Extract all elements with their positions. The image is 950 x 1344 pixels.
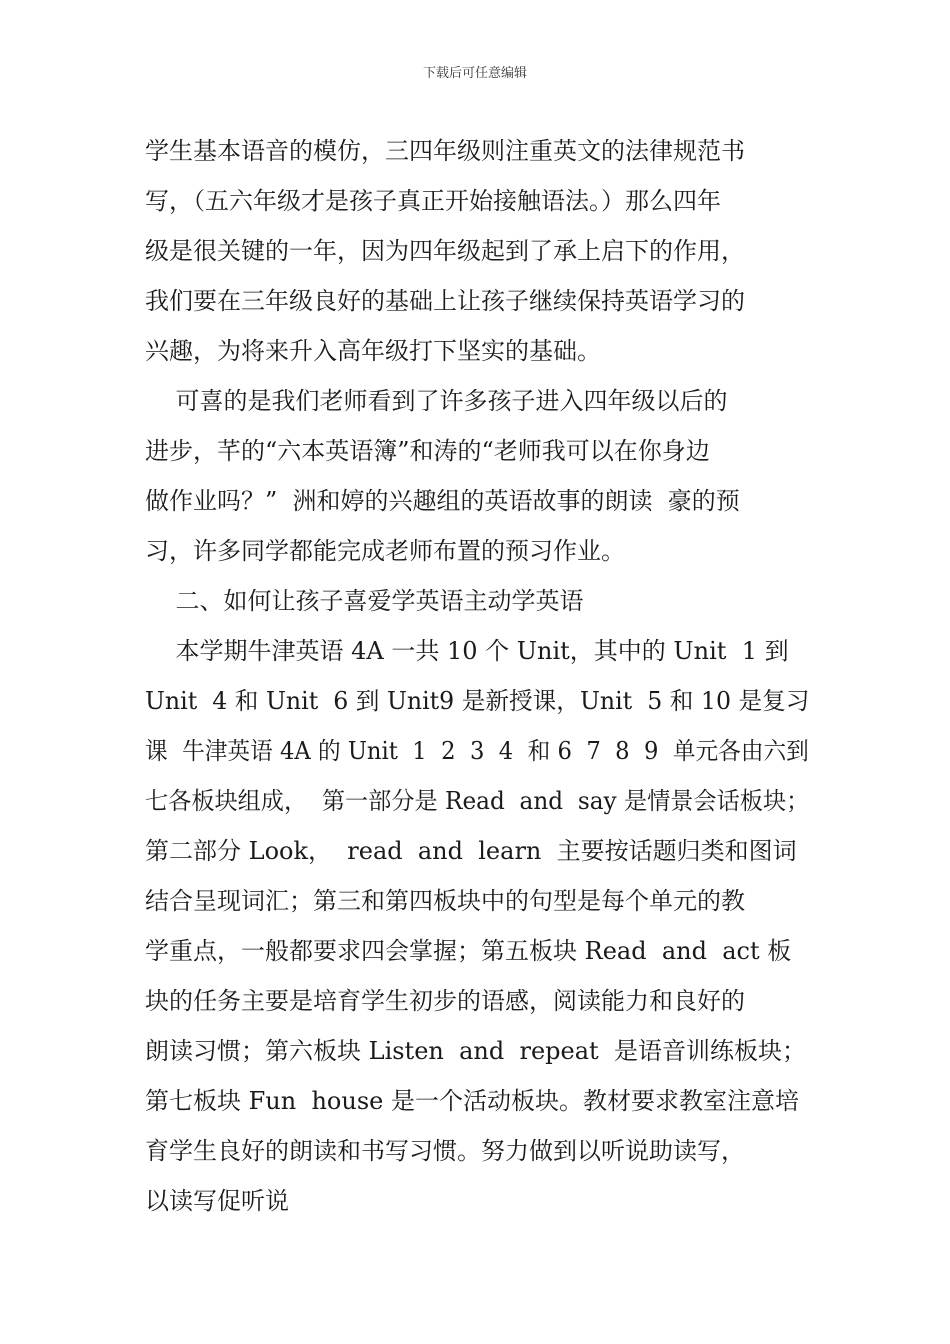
text-line: 育学生良好的朗读和书写习惯。努力做到以听说助读写， xyxy=(145,1137,745,1165)
text-line: 七各板块组成， 第一部分是 Read and say 是情景会话板块； xyxy=(145,787,809,815)
text-line: 进步，芊的“六本英语簿”和涛的“老师我可以在你身边 xyxy=(145,437,710,465)
document-body xyxy=(145,126,809,1226)
text-line: 兴趣，为将来升入高年级打下坚实的基础。 xyxy=(145,337,601,365)
text-line: 第二部分 Look， read and learn 主要按话题归类和图词 xyxy=(145,837,797,865)
text-line: 写，（五六年级才是孩子真正开始接触语法。）那么四年 xyxy=(145,187,721,215)
text-line: 课 牛津英语 4A 的 Unit 1 2 3 4 和 6 7 8 9 单元各由六到 xyxy=(145,737,809,765)
text-line: 学重点，一般都要求四会掌握；第五板块 Read and act 板 xyxy=(145,937,792,965)
text-line: 学生基本语音的模仿，三四年级则注重英文的法律规范书 xyxy=(145,137,745,165)
text-line: 第七板块 Fun house 是一个活动板块。教材要求教室注意培 xyxy=(145,1087,799,1115)
text-line: 朗读习惯；第六板块 Listen and repeat 是语音训练板块； xyxy=(145,1037,806,1065)
page-header: 下载后可任意编辑 xyxy=(422,66,527,81)
text-line: 级是很关键的一年，因为四年级起到了承上启下的作用， xyxy=(145,237,745,265)
text-line: 我们要在三年级良好的基础上让孩子继续保持英语学习的 xyxy=(145,287,745,315)
text-line: 以读写促听说 xyxy=(145,1187,289,1215)
text-line: Unit 4 和 Unit 6 到 Unit9 是新授课，Unit 5 和 10 是复习 xyxy=(145,687,810,715)
text-line: 可喜的是我们老师看到了许多孩子进入四年级以后的 xyxy=(145,387,728,415)
section-heading: 二、如何让孩子喜爱学英语主动学英语 xyxy=(145,587,584,615)
text-line: 做作业吗？” 洲和婷的兴趣组的英语故事的朗读 豪的预 xyxy=(145,487,740,515)
text-line: 习，许多同学都能完成老师布置的预习作业。 xyxy=(145,537,625,565)
text-line: 块的任务主要是培育学生初步的语感，阅读能力和良好的 xyxy=(145,987,745,1015)
text-line: 本学期牛津英语 4A 一共 10 个 Unit，其中的 Unit 1 到 xyxy=(145,637,789,665)
text-line: 结合呈现词汇；第三和第四板块中的句型是每个单元的教 xyxy=(145,887,745,915)
